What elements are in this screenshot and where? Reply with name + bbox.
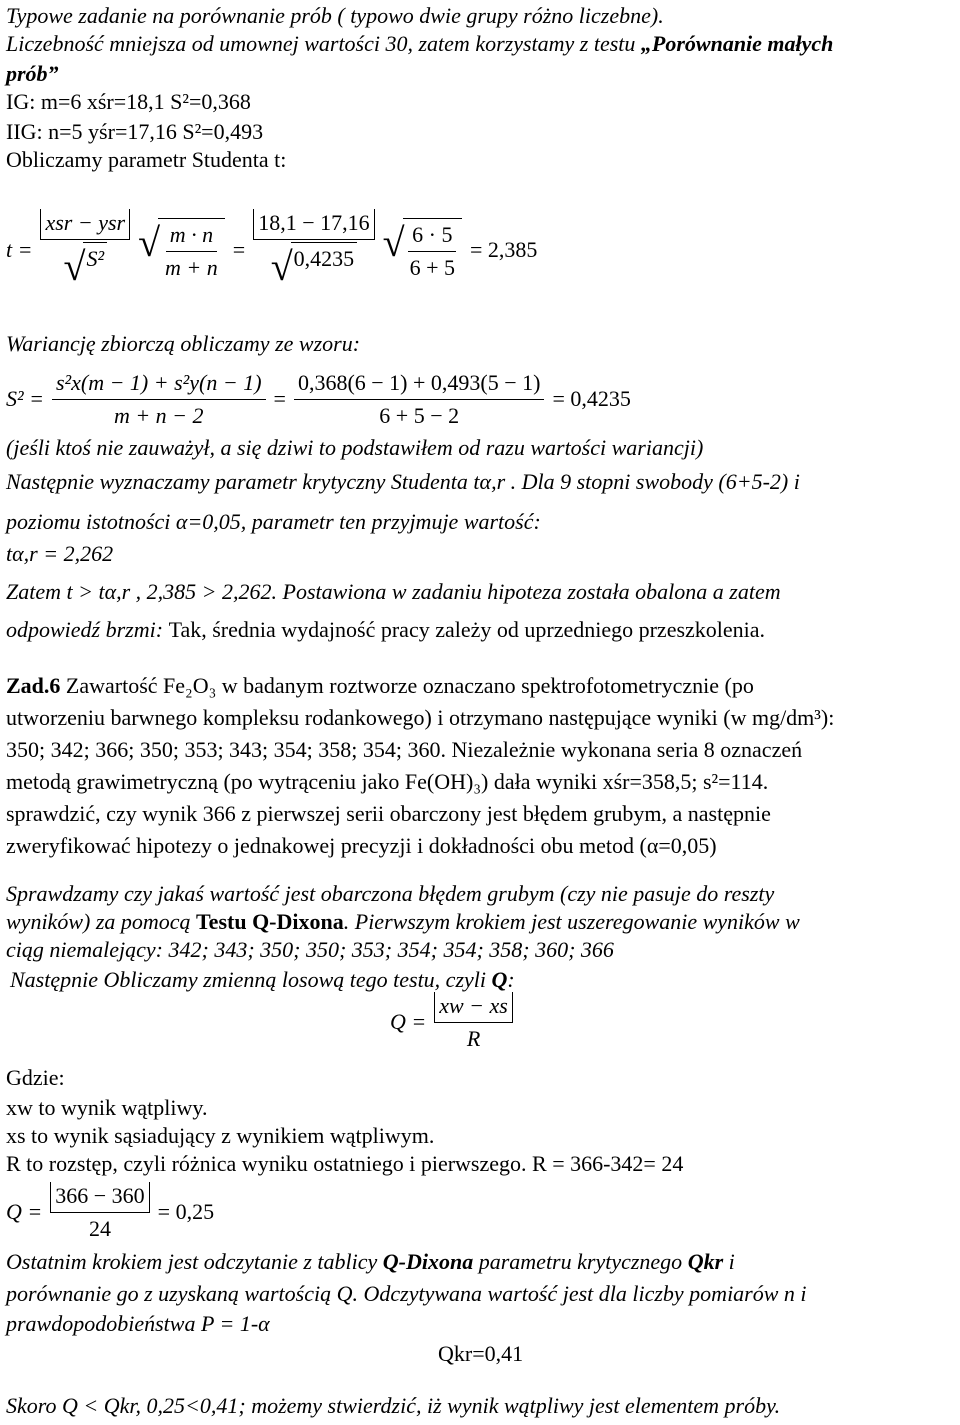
eq1-result: = 2,385 [470,237,538,262]
eq1-den1-sqrt: √ S² [60,240,112,292]
eq3-num: xw − xs [434,992,513,1023]
eq1-num1: xsr − ysr [40,209,130,240]
where-label: Gdzie: [6,1065,65,1090]
student-heading: Obliczamy parametr Studenta t: [6,147,287,172]
note-line: (jeśli ktoś nie zauważył, a się dziwi to podstawiłem od razu wartości wariancji) [6,435,704,460]
eq2-result: = 0,4235 [552,386,631,411]
eq1-num4: 6 · 5 [408,221,456,252]
dixon-line-2a: wyników) za pomocą [6,909,197,934]
significance-line: poziomu istotności α=0,05, parametr ten przyjmuje wartość: [6,509,541,534]
task-6-line-5: sprawdzić, czy wynik 366 z pierwszej serii obarczony jest błędem grubym, a następnie [6,801,771,826]
conclusion-line-1: Zatem t > tα,r , 2,385 > 2,262. Postawiona w zadaniu hipoteza została obalona a zatem [6,579,781,604]
task-6-line-3: 350; 342; 366; 350; 353; 343; 354; 358; 354; 360. Niezależnie wykonana seria 8 oznaczeń [6,737,803,762]
eq1-den4: 6 + 5 [409,255,455,280]
intro-line-2-text: Liczebność mniejsza od umownej wartości 30, zatem korzystamy z testu [6,31,641,56]
group-2-data: IIG: n=5 yśr=17,16 S²=0,493 [6,119,264,144]
eq1-fraction-1 [40,209,130,292]
eq4-lhs: Q = [6,1199,43,1224]
eq1-den3: 0,4235 [291,242,358,292]
task-6-text: Zawartość Fe₂O₃ w badanym roztworze oznaczano spektrofotometrycznie (po [60,673,754,698]
final-1e: i [723,1249,735,1274]
task-6-line-2: utworzeniu barwnego kompleksu rodankowego) i otrzymano następujące wyniki (w mg/dm³): [6,705,835,730]
dixon-line-4 [10,966,515,994]
final-conclusion: Skoro Q < Qkr, 0,25<0,41; możemy stwierdzić, iż wynik wątpliwy jest elementem próby. [6,1393,781,1418]
eq1-num3: 18,1 − 17,16 [253,209,374,240]
final-step-line-2: porównanie go z uzyskaną wartością Q. Odczytywana wartość jest dla liczby pomiarów n i [6,1281,807,1306]
t-statistic-formula [6,205,537,295]
conclusion-answer-label: odpowiedź brzmi: [6,617,169,642]
conclusion-answer: Tak, średnia wydajność pracy zależy od uprzedniego przeszkolenia. [168,617,766,642]
eq1-den2: m + n [165,255,218,280]
final-1a: Ostatnim krokiem jest odczytanie z tablicy [6,1249,383,1274]
dixon-line-2c: . Pierwszym krokiem jest uszeregowanie wyników w [343,909,800,934]
eq2-num1: s²x(m − 1) + s²y(n − 1) [52,369,266,400]
eq1-fraction-2: 18,1 − 17,16 √ 0,4235 [253,209,374,292]
intro-line-1: Typowe zadanie na porównanie prób ( typowo dwie grupy różno liczebne). [6,3,664,28]
q-value-formula [6,1182,214,1242]
eq1-den1: S² [83,242,107,292]
t-critical-value: tα,r = 2,262 [6,541,114,566]
eq1-equals: = [232,237,246,262]
q-critical-value: Qkr=0,41 [438,1341,524,1366]
eq2-lhs: S² = [6,386,44,411]
dixon-line-3: ciąg niemalejący: 342; 343; 350; 350; 353; 354; 354; 358; 360; 366 [6,937,614,962]
final-step-line-1 [6,1248,735,1276]
task-6-label: Zad.6 [6,673,61,698]
dixon-line-1: Sprawdzamy czy jakaś wartość jest obarczona błędem grubym (czy nie pasuje do reszty [6,881,775,906]
where-r: R to rozstęp, czyli różnica wyniku ostatniego i pierwszego. R = 366-342= 24 [6,1151,684,1176]
test-name-bold: „Porównanie małych [640,31,834,56]
task-6-line-6: zweryfikować hipotezy o jednakowej precyzji i dokładności obu metod (α=0,05) [6,833,717,858]
intro-line-3: prób” [6,61,59,86]
where-xs: xs to wynik sąsiadujący z wynikiem wątpliwym. [6,1123,435,1148]
task-6-line-4: metodą grawimetryczną (po wytrąceniu jako Fe(OH)₃) dała wyniki xśr=358,5; s²=114. [6,769,769,794]
intro-line-2 [6,30,833,58]
eq4-num: 366 − 360 [50,1182,149,1213]
final-1c: parametru krytycznego [473,1249,688,1274]
dixon-line-4c: : [507,967,515,992]
conclusion-line-2 [6,616,765,644]
eq1-lhs: t = [6,237,33,262]
critical-param-line: Następnie wyznaczamy parametr krytyczny Studenta tα,r . Dla 9 stopni swobody (6+5-2) i [6,469,800,494]
eq1-sqrt-2: √ $\frac{6 \cdot 5}{6 + 5}$ [383,218,462,282]
eq3-lhs: Q = [390,1009,427,1034]
eq4-result: = 0,25 [157,1199,215,1224]
dixon-line-4a: Następnie Obliczamy zmienną losową tego testu, czyli [10,967,492,992]
eq2-den1: m + n − 2 [113,402,204,428]
dixon-q-bold: Q [491,967,508,992]
eq1-num2: m · n [166,221,217,252]
dixon-test-name: Testu Q-Dixona [196,909,344,934]
q-formula [390,992,513,1052]
where-xw: xw to wynik wątpliwy. [6,1095,208,1120]
task-6-line-1 [6,672,754,700]
final-dixon-bold: Q-Dixona [382,1249,474,1274]
eq3-den: R [466,1025,481,1051]
eq1-sqrt-1: √ $\frac{m \cdot n}{m + n}$ [138,218,225,282]
final-qkr-bold: Qkr [687,1249,724,1274]
eq4-den: 24 [88,1215,111,1241]
final-step-line-3: prawdopodobieństwa P = 1-α [6,1311,270,1336]
variance-heading: Wariancję zbiorczą obliczamy ze wzoru: [6,331,361,356]
pooled-variance-formula [6,364,631,434]
eq2-num2: 0,368(6 − 1) + 0,493(5 − 1) [294,369,545,400]
eq2-den2: 6 + 5 − 2 [379,402,460,428]
dixon-line-2 [6,908,800,936]
eq2-equals: = [273,386,286,411]
group-1-data: IG: m=6 xśr=18,1 S²=0,368 [6,89,251,114]
